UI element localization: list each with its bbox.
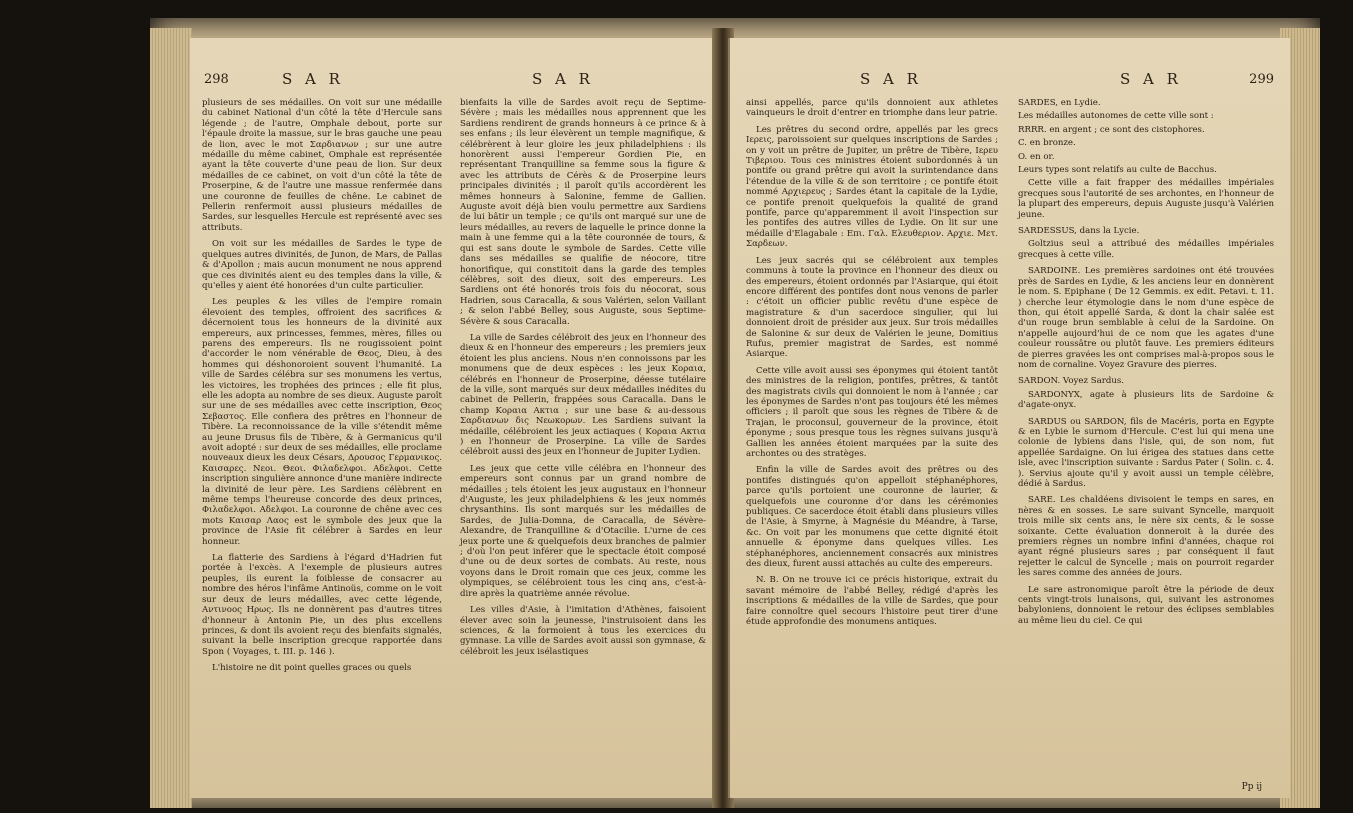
text-column-2 xyxy=(460,98,706,663)
entry-line: RRRR. en argent ; ce sont des cistophores. xyxy=(1018,124,1205,135)
paragraph: ainsi appellés, parce qu'ils donnoient aux athletes vainqueurs le droit d'entrer en triomphe dans leur patrie. xyxy=(746,98,998,119)
entry-heading: SARDON. Voyez Sardus. xyxy=(1018,376,1125,387)
signature-mark: Pp ij xyxy=(1241,782,1262,792)
paragraph: Les villes d'Asie, à l'imitation d'Athènes, faisoient élever avec soin la jeunesse, l'instruisoient dans les sciences, & la formoient à tous les exercices du gymnase. La ville de Sardes avoit aussi son gymnase, & célébroit les jeux isélastiques xyxy=(460,605,706,657)
open-book xyxy=(150,18,1320,808)
text-column-1 xyxy=(746,98,998,634)
paragraph: SARDUS ou SARDON, fils de Macéris, porta en Egypte & en Lybie le surnom d'Hercule. C'est lui qui mena une colonie de lybiens dans l'isle, qui, de son nom, fut appellée Sardaigne. On lui érigea des statues dans cette isle, avec l'inscription suivante : Sardus Pater ( Solin. c. 4. ). Servius ajoute qu'il y avoit aussi un temple célèbre, dédié à Sardus. xyxy=(1018,416,1274,489)
running-head: S A R xyxy=(860,70,922,88)
running-head: S A R xyxy=(1120,70,1182,88)
paragraph: L'histoire ne dit point quelles graces ou quels xyxy=(212,663,412,674)
page-edges-left xyxy=(150,28,192,808)
paragraph: SARE. Les chaldéens divisoient le temps en sares, en nères & en sosses. Le sare suivant Syncelle, marquoit trois mille six cents ans, le nère six cents, & le sosse soixante. Cette évaluation donneroit à la durée des premiers règnes un nombre infini d'années, chaque roi ayant régné plusieurs sares ; par conséquent il faut rejetter le calcul de Syncelle ; mais on pourroit regarder les sares comme des années de jours. xyxy=(1018,495,1274,579)
left-page xyxy=(190,38,720,798)
page-number: 298 xyxy=(204,72,229,87)
right-page xyxy=(728,38,1290,798)
entry-heading: SARDESSUS, dans la Lycie. xyxy=(1018,226,1140,237)
paragraph: Enfin la ville de Sardes avoit des prêtres ou des pontifes distingués qu'on appelloit stéphanéphores, parce qu'ils portoient une couronne de laurier, & quelquefois une couronne d'or dans les cérémonies publiques. Ce sacerdoce étoit établi dans plusieurs villes de l'Asie, à Smyrne, à Magnésie du Méandre, à Tarse, &c. On voit par les monumens que cette dignité étoit annuelle & éponyme dans quelques villes. Les stéphanéphores, anciennement consacrés aux ministres des dieux, furent aussi attachés au culte des empereurs. xyxy=(746,465,998,570)
paragraph: Le sare astronomique paroît être la période de deux cents vingt-trois lunaisons, qui, suivant les astronomes babyloniens, donnoient le retour des éclipses semblables au même lieu du ciel. Ce qui xyxy=(1018,584,1274,626)
paragraph: Cette ville a fait frapper des médailles impériales grecques sous l'autorité de ses archontes, en l'honneur de la plupart des empereurs, depuis Auguste jusqu'à Valérien jeune. xyxy=(1018,178,1274,220)
text-column-2 xyxy=(1018,98,1274,632)
paragraph: bienfaits la ville de Sardes avoit reçu de Septime-Sévère ; mais les médailles nous apprennent que les Sardiens rendirent de grands honneurs à ce prince & à ses enfans ; ils leur élevèrent un temple magnifique, & célébrèrent à leur gloire les jeux philadelphiens : ils honorèrent aussi l'empereur Gordien Pie, en représentant Tranquilline sa femme sous la figure & avec les attributs de Cérès & de Proserpine leurs principales divinités ; il paroît qu'ils accordèrent les mêmes honneurs à Salonine, femme de Gallien. Auguste avoit déjà bien voulu permettre aux Sardiens de lui bâtir un temple ; ce qu'ils ont marqué sur une de leurs médailles, au revers de laquelle le prince donne la main à une femme qui a la tête couronnée de tours, & qui est sans doute le symbole de Sardes. Cette ville dans ses médailles se qualifie de néocore, titre honorifique, qui constitoit dans la garde des temples célèbres, soit des dieux, soit des empereurs. Les Sardiens ont été honorés trois fois du néocorat, sous Hadrien, sous Caracalla, & sous Valérien, selon Vaillant ; & selon l'abbé Belley, sous Auguste, sous Septime-Sévère & sous Caracalla. xyxy=(460,98,706,327)
paragraph: Les peuples & les villes de l'empire romain élevoient des temples, offroient des sacrifices & décernoient tous les honneurs de la divinité aux empereurs, aux princesses, femmes, mères, filles ou parens des empereurs. Ils ne rougissoient point d'accorder le nom vénérable de Θεος, Dieu, à des hommes qui déshonoroient souvent l'humanité. La ville de Sardes célébra sur ses monumens les vertus, les victoires, les trophées des princes ; elle fit plus, elle les adopta au nombre de ses dieux. Auguste paroît sur une de ses médailles avec cette inscription, Θεος Σεβαστος. Elle confiera des prêtres en l'honneur de Tibère. La reconnoissance de la ville s'étendit même au jeune Drusus fils de Tibère, & à Germanicus qu'il avoit adopté : sur deux de ses médailles, elle proclame nouveaux dieux les deux Césars, Δρουσος Γερμανικος. Καισαρες. Νεοι. Θεοι. Φιλαδελφοι. Αδελφοι. Cette inscription singulière annonce d'une manière indirecte la divinité de leur père. Les Sardiens célèbrent en même temps l'heureuse concorde des deux princes, Φιλαδελφοι. Αδελφοι. La couronne de chêne avec ces mots Καισαρ Λαος est le symbole des jeux que la province de l'Asie fit célébrer à Sardes en leur honneur. xyxy=(202,297,442,547)
entry-line: O. en or. xyxy=(1018,151,1055,162)
paragraph: La flatterie des Sardiens à l'égard d'Hadrien fut portée à l'excès. A l'exemple de plusieurs autres peuples, ils eurent la foiblesse de consacrer au nombre des héros l'infâme Antinoüs, comme on le voit sur deux de leurs médailles, avec cette légende, Αντινοος Ηρως. Ils ne donnèrent pas d'autres titres d'honneur à Antonin Pie, un des plus excellens princes, & dont ils avoient reçu des bienfaits signalés, suivant la belle inscription grecque rapportée dans Spon ( Voyages, t. III. p. 146 ). xyxy=(202,553,442,657)
paragraph: SARDONYX, agate à plusieurs lits de Sardoine & d'agate-onyx. xyxy=(1018,389,1274,411)
running-head: S A R xyxy=(282,70,344,88)
paragraph: SARDOINE. Les premières sardoines ont été trouvées près de Sardes en Lydie, & les anciens leur en donnèrent le nom. S. Epiphane ( De 12 Gemmis. ex edit. Petavi. t. 11. ) cherche leur étymologie dans le nom d'une espèce de thon, qui étoit appellé Sarda, & dont la chair salée est d'un rouge brun semblable à celui de la Sardoine. On n'appelle aujourd'hui de ce nom que les agates d'une couleur roussâtre ou plutôt fauve. Les premiers éditeurs de pierres gravées les ont comprises mal-à-propos sous le nom de cornaline. Voyez Gravure des pierres. xyxy=(1018,266,1274,370)
page-number: 299 xyxy=(1249,72,1274,87)
text-column-1 xyxy=(202,98,442,680)
paragraph: La ville de Sardes célébroit des jeux en l'honneur des dieux & en l'honneur des empereurs ; les premiers jeux étoient les plus anciens. Nous n'en connoissons par les monumens que de deux espèces : les jeux Κοραια, célébrés en l'honneur de Proserpine, déesse tutélaire de la ville, sont marqués sur deux médailles inédites du cabinet de Pellerin, frappées sous Caracalla. Dans le champ Κοραια Ακτια ; sur une base & au-dessous Σαρδιανων δις Νεωκορων. Les Sardiens suivant la médaille, célébroient les jeux actiaques ( Κοραια Ακτια ) en l'honneur de Proserpine. La ville de Sardes célébroit aussi des jeux en l'honneur de Jupiter Lydien. xyxy=(460,332,706,458)
paragraph: Cette ville avoit aussi ses éponymes qui étoient tantôt des ministres de la religion, pontifes, prêtres, & tantôt des magistrats civils qui donnoient le nom à l'année ; car les éponymes de Sardes n'ont pas toujours été les mêmes officiers ; il paroît que sous les règnes de Tibère & de Trajan, le proconsul, gouverneur de la province, étoit éponyme ; sous presque tous les règnes suivans jusqu'à Gallien les années étoient marquées par la suite des archontes ou des stratèges. xyxy=(746,365,998,459)
entry-line: C. en bronze. xyxy=(1018,138,1076,149)
paragraph: Les jeux sacrés qui se célébroient aux temples communs à toute la province en l'honneur des dieux ou des empereurs, étoient ordonnés par l'Asiarque, qui étoit encore différent des pontifes dont nous venons de parler : c'étoit un officier public revêtu d'une espèce de magistrature & d'un sacerdoce singulier, qui lui donnoient droit de présider aux jeux. Sur trois médailles de Salonine & sur deux de Valérien le jeune, Domitius Rufus, premier magistrat de Sardes, est nommé Asiarque. xyxy=(746,255,998,360)
paragraph: Les prêtres du second ordre, appellés par les grecs Ιερεις, paroissoient sur quelques inscriptions de Sardes ; on y voit un prêtre de Jupiter, un prêtre de Tibère, Ιερευ Τιβεριου. Tous ces ministres étoient subordonnés à un pontife ou grand prêtre qui avoit la surintendance dans l'étendue de la ville & de son territoire ; ce pontife étoit nommé Αρχιερευς ; Sardes étant la capitale de la Lydie, ce pontife prenoit quelquefois la qualité de grand pontife, parce qu'apparemment il avoit l'inspection sur les pontifes des autres villes de Lydie. On lit sur une médaille d'Elagabale : Επι. Γαλ. Ελευθεριον. Αρχιε. Μετ. Σαρδεων. xyxy=(746,124,998,250)
entry-line: Les médailles autonomes de cette ville sont : xyxy=(1018,111,1214,122)
entry-line: Leurs types sont relatifs au culte de Bacchus. xyxy=(1018,165,1217,176)
running-head: S A R xyxy=(532,70,594,88)
entry-heading: SARDES, en Lydie. xyxy=(1018,98,1101,108)
paragraph: Les jeux que cette ville célébra en l'honneur des empereurs sont connus par un grand nombre de médailles ; tels étoient les jeux augustaux en l'honneur d'Auguste, les jeux philadelphiens & les jeux nommés chrysanthins. Ils sont marqués sur les médailles de Sardes, de Julia-Domna, de Caracalla, de Sévère-Alexandre, de Tranquilline & d'Otacilie. L'urne de ces jeux porte une & quelquefois deux branches de palmier ; d'où l'on peut inférer que le spectacle étoit composé d'une ou de deux sortes de combats. Au reste, nous voyons dans le Droit romain que ces jeux, comme les olympiques, se célébroient tous les cinq ans, c'est-à-dire après la quatrième année révolue. xyxy=(460,463,706,599)
paragraph: On voit sur les médailles de Sardes le type de quelques autres divinités, de Junon, de Mars, de Pallas & d'Apollon ; mais aucun monument ne nous apprend que ces divinités aient eu des temples dans la ville, & qu'elles y aient été honorées d'un culte particulier. xyxy=(202,239,442,291)
paragraph: plusieurs de ses médailles. On voit sur une médaille du cabinet National d'un côté la tête d'Hercule sans légende ; de l'autre, Omphale debout, porte sur l'épaule droite la massue, sur le bras gauche une peau de lion, avec le mot Σαρδιανων ; sur une autre médaille du même cabinet, Omphale est représentée ayant la tête couverte d'une peau de lion. Sur deux médailles de ce cabinet, on voit d'un côté la tête de Proserpine, & de l'autre une massue renfermée dans une couronne de feuilles de chêne. Le cabinet de Pellerin renfermoit aussi plusieurs médailles de Sardes, sur lesquelles Hercule est représenté avec ses attributs. xyxy=(202,98,442,233)
paragraph: N. B. On ne trouve ici ce précis historique, extrait du savant mémoire de l'abbé Belley, rédigé d'après les inscriptions & médailles de la ville de Sardes, que pour faire connoître quel secours l'histoire peut tirer d'une étude approfondie des monumens antiques. xyxy=(746,575,998,628)
paragraph: Goltzius seul a attribué des médailles impériales grecques à cette ville. xyxy=(1018,239,1274,260)
